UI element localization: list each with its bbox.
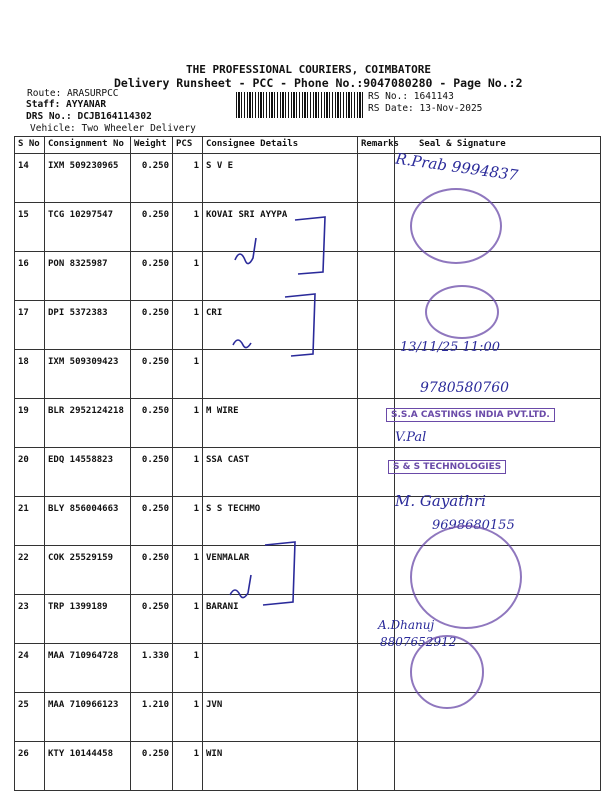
cell-consignment: KTY 10144458 — [45, 742, 131, 791]
cell-consignee: S S TECHMO — [203, 497, 358, 546]
cell-sno: 21 — [15, 497, 45, 546]
cell-pcs: 1 — [173, 399, 203, 448]
cell-weight: 0.250 — [131, 546, 173, 595]
rs-number: RS No.: 1641143 — [368, 91, 454, 102]
runsheet-subtitle: Delivery Runsheet - PCC - Phone No.:9047080280 - Page No.:2 — [114, 76, 523, 90]
cell-weight: 0.250 — [131, 595, 173, 644]
cell-consignment: IXM 509230965 — [45, 154, 131, 203]
cell-consignment: TCG 10297547 — [45, 203, 131, 252]
signature-row-20: V.Pal — [395, 430, 427, 445]
cell-pcs: 1 — [173, 350, 203, 399]
cell-pcs: 1 — [173, 252, 203, 301]
cell-consignee: KOVAI SRI AYYPA — [203, 203, 358, 252]
cell-weight: 0.250 — [131, 742, 173, 791]
cell-pcs: 1 — [173, 595, 203, 644]
cell-consignment: MAA 710966123 — [45, 693, 131, 742]
cell-weight: 0.250 — [131, 154, 173, 203]
cell-sno: 25 — [15, 693, 45, 742]
cell-consignment: MAA 710964728 — [45, 644, 131, 693]
cell-pcs: 1 — [173, 546, 203, 595]
round-stamp-barani — [410, 525, 522, 629]
company-title: THE PROFESSIONAL COURIERS, COIMBATORE — [186, 63, 432, 76]
cell-sno: 19 — [15, 399, 45, 448]
route: Route: ARASURPCC — [27, 88, 119, 99]
stamp-ss-technologies: S & S TECHNOLOGIES — [388, 460, 506, 474]
vehicle: Vehicle: Two Wheeler Delivery — [30, 123, 196, 134]
cell-sno: 17 — [15, 301, 45, 350]
cell-weight: 1.330 — [131, 644, 173, 693]
cell-remarks — [358, 301, 395, 350]
cell-remarks — [358, 154, 395, 203]
cell-sno: 18 — [15, 350, 45, 399]
cell-weight: 0.250 — [131, 497, 173, 546]
cell-remarks — [358, 497, 395, 546]
cell-remarks — [358, 546, 395, 595]
col-weight: Weight — [131, 137, 173, 154]
cell-weight: 0.250 — [131, 448, 173, 497]
signature-row-25a: A.Dhanuj — [378, 618, 435, 632]
cell-weight: 0.250 — [131, 350, 173, 399]
cell-remarks — [358, 693, 395, 742]
barcode — [236, 92, 364, 118]
cell-sno: 22 — [15, 546, 45, 595]
bracket-row-16 — [295, 217, 325, 274]
cell-consignee: BARANI — [203, 595, 358, 644]
round-stamp-row-15 — [410, 188, 502, 264]
cell-sno: 23 — [15, 595, 45, 644]
cell-pcs: 1 — [173, 203, 203, 252]
cell-pcs: 1 — [173, 693, 203, 742]
cell-sno: 20 — [15, 448, 45, 497]
cell-pcs: 1 — [173, 742, 203, 791]
cell-consignee: JVN — [203, 693, 358, 742]
signature-row-14: R.Prab 9994837 — [394, 149, 520, 185]
cell-consignment: PON 8325987 — [45, 252, 131, 301]
round-stamp-row-26 — [410, 635, 484, 709]
scribble-marks — [225, 215, 345, 595]
cell-consignment: COK 25529159 — [45, 546, 131, 595]
cell-pcs: 1 — [173, 497, 203, 546]
cell-weight: 0.250 — [131, 301, 173, 350]
cell-pcs: 1 — [173, 448, 203, 497]
cell-sno: 26 — [15, 742, 45, 791]
cell-consignee: WIN — [203, 742, 358, 791]
table-header-row — [15, 137, 601, 154]
cell-weight: 1.210 — [131, 693, 173, 742]
signature-row-25b: 8807652912 — [380, 635, 457, 649]
table-row — [15, 693, 601, 742]
col-sno: S No — [15, 137, 45, 154]
cell-consignee: CRI — [203, 301, 358, 350]
cell-weight: 0.250 — [131, 399, 173, 448]
staff: Staff: AYYANAR — [26, 99, 107, 110]
cell-remarks — [358, 350, 395, 399]
cell-remarks — [358, 742, 395, 791]
cell-consignment: BLY 856004663 — [45, 497, 131, 546]
cell-consignment: DPI 5372383 — [45, 301, 131, 350]
table-row — [15, 742, 601, 791]
round-stamp-row-17 — [425, 285, 499, 339]
scribble-row-24 — [230, 575, 251, 598]
cell-consignee: M WIRE — [203, 399, 358, 448]
col-seal: Seal & Signature — [395, 137, 601, 154]
cell-sno: 14 — [15, 154, 45, 203]
cell-remarks — [358, 644, 395, 693]
signature-row-19: 9780580760 — [420, 380, 510, 396]
cell-seal — [395, 252, 601, 301]
cell-sno: 24 — [15, 644, 45, 693]
col-pcs: PCS — [173, 137, 203, 154]
cell-consignment: EDQ 14558823 — [45, 448, 131, 497]
col-consignment: Consignment No — [45, 137, 131, 154]
cell-consignment: TRP 1399189 — [45, 595, 131, 644]
col-consignee: Consignee Details — [203, 137, 358, 154]
cell-sno: 16 — [15, 252, 45, 301]
cell-consignment: BLR 2952124218 — [45, 399, 131, 448]
cell-remarks — [358, 399, 395, 448]
drs-number: DRS No.: DCJB164114302 — [26, 111, 152, 122]
cell-remarks — [358, 203, 395, 252]
cell-seal — [395, 742, 601, 791]
stamp-ssa-castings: S.S.A CASTINGS INDIA PVT.LTD. — [386, 408, 555, 422]
cell-consignee: SSA CAST — [203, 448, 358, 497]
cell-consignment: IXM 509309423 — [45, 350, 131, 399]
scribble-row-18 — [233, 340, 251, 348]
scribble-row-16 — [235, 238, 256, 264]
cell-consignee: S V E — [203, 154, 358, 203]
signature-row-18: 13/11/25 11:00 — [400, 340, 500, 355]
cell-weight: 0.250 — [131, 203, 173, 252]
col-remarks: Remarks — [358, 137, 395, 154]
rs-date: RS Date: 13-Nov-2025 — [368, 103, 483, 114]
cell-consignee — [203, 644, 358, 693]
signature-row-22a: M. Gayathri — [395, 492, 486, 510]
cell-weight: 0.250 — [131, 252, 173, 301]
cell-sno: 15 — [15, 203, 45, 252]
cell-pcs: 1 — [173, 154, 203, 203]
cell-pcs: 1 — [173, 301, 203, 350]
table-row — [15, 644, 601, 693]
bracket-row-18 — [285, 294, 315, 356]
cell-consignee: VENMALAR — [203, 546, 358, 595]
cell-remarks — [358, 252, 395, 301]
signature-row-22b: 9698680155 — [432, 518, 515, 533]
cell-pcs: 1 — [173, 644, 203, 693]
